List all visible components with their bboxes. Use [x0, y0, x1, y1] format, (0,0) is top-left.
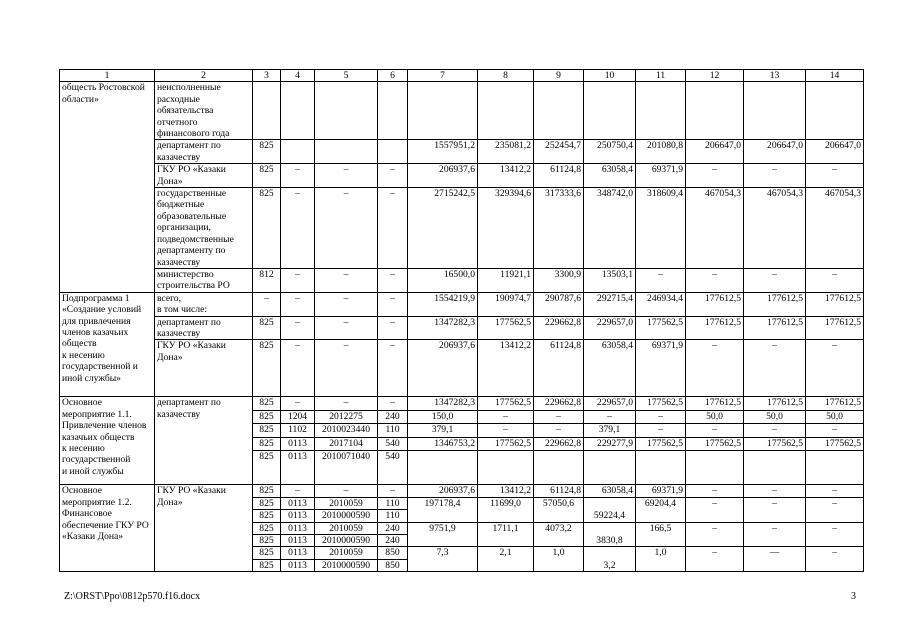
value-cell: 69371,9 — [636, 164, 686, 188]
value-cell: – — [806, 164, 864, 188]
value-cell: 50,0 — [686, 410, 744, 424]
code-cell: 0113 — [281, 437, 315, 451]
value-cell: 61124,8 — [534, 485, 584, 497]
value-cell: 1557951,2 — [408, 140, 478, 164]
code-cell: 0113 — [281, 547, 315, 559]
grbs-cell: 825 — [253, 534, 281, 546]
value-cell: – — [534, 424, 584, 438]
code-cell: 0113 — [281, 522, 315, 534]
grbs-cell: 825 — [253, 140, 281, 164]
code-cell: – — [315, 316, 378, 340]
value-cell: 379,1 — [584, 424, 636, 438]
code-cell: – — [378, 340, 408, 397]
code-cell: 2010000590 — [315, 510, 378, 522]
code-cell: 2010059 — [315, 522, 378, 534]
code-cell: – — [378, 268, 408, 292]
grbs-cell: 825 — [253, 497, 281, 509]
value-cell: 206647,0 — [806, 140, 864, 164]
value-cell: 190974,7 — [478, 292, 534, 316]
value-cell: 63058,4 — [584, 340, 636, 397]
col-header: 2 — [155, 70, 253, 82]
value-cell: 150,0 — [408, 410, 478, 424]
col-header: 13 — [744, 70, 806, 82]
value-cell: 177562,5 — [806, 437, 864, 451]
value-cell: 13503,1 — [584, 268, 636, 292]
table-row — [60, 188, 864, 269]
executor-cell: министерство строительства РО — [155, 268, 253, 292]
code-cell: 240 — [378, 410, 408, 424]
value-cell: 1711,1 — [478, 522, 534, 547]
col-header: 9 — [534, 70, 584, 82]
value-cell: 13412,2 — [478, 485, 534, 497]
code-cell: 2010000590 — [315, 559, 378, 571]
value-cell: – — [744, 164, 806, 188]
value-cell: 1,0 — [534, 547, 584, 572]
value-cell: 1554219,9 — [408, 292, 478, 316]
value-cell: 177612,5 — [744, 292, 806, 316]
code-cell: 850 — [378, 559, 408, 571]
value-cell: 59224,4 — [584, 497, 636, 522]
value-cell: 9751,9 — [408, 522, 478, 547]
code-cell: 2017104 — [315, 437, 378, 451]
grbs-cell: 825 — [253, 424, 281, 438]
value-cell: 13412,2 — [478, 164, 534, 188]
value-cell: 69371,9 — [636, 485, 686, 497]
value-cell: 252454,7 — [534, 140, 584, 164]
table-row — [60, 82, 864, 140]
col-header: 8 — [478, 70, 534, 82]
value-cell: 177562,5 — [636, 437, 686, 451]
code-cell: 540 — [378, 437, 408, 451]
code-cell: – — [281, 268, 315, 292]
code-cell: – — [315, 340, 378, 397]
value-cell: 7,3 — [408, 547, 478, 572]
table-row — [60, 140, 864, 164]
value-cell: – — [806, 497, 864, 522]
value-cell: 229662,8 — [534, 437, 584, 451]
value-cell: 69204,4 — [636, 497, 686, 522]
value-cell: – — [636, 410, 686, 424]
code-cell: – — [315, 268, 378, 292]
table-row — [60, 340, 864, 397]
col-header: 3 — [253, 70, 281, 82]
value-cell: – — [806, 268, 864, 292]
code-cell: 2010071040 — [315, 451, 378, 485]
value-cell: – — [686, 547, 744, 572]
code-cell: – — [378, 188, 408, 269]
value-cell: – — [478, 424, 534, 438]
grbs-cell: 825 — [253, 188, 281, 269]
value-cell: 50,0 — [744, 410, 806, 424]
code-cell: 540 — [378, 451, 408, 485]
executor-cell: ГКУ РО «Казаки Дона» — [155, 340, 253, 397]
grbs-cell: 825 — [253, 547, 281, 559]
value-cell: 229662,8 — [534, 397, 584, 411]
value-cell: – — [686, 497, 744, 522]
table-row — [60, 268, 864, 292]
value-cell: 11921,1 — [478, 268, 534, 292]
table-row — [60, 485, 864, 497]
code-cell: 2010000590 — [315, 534, 378, 546]
code-cell: 2010059 — [315, 547, 378, 559]
value-cell: 4073,2 — [534, 522, 584, 547]
value-cell: 2715242,5 — [408, 188, 478, 269]
program-name-cell: Подпрограмма 1 «Создание условий для привлечения членов казачьих обществ к несению государственной и иной службы» — [60, 292, 155, 397]
value-cell: 201080,8 — [636, 140, 686, 164]
code-cell: – — [281, 340, 315, 397]
value-cell: 61124,8 — [534, 340, 584, 397]
value-cell: 229657,0 — [584, 397, 636, 411]
grbs-cell: 825 — [253, 397, 281, 411]
col-header: 14 — [806, 70, 864, 82]
footer-file-path: Z:\ORST\Ppo\0812p570.f16.docx — [64, 591, 201, 602]
grbs-cell: 825 — [253, 437, 281, 451]
code-cell: 110 — [378, 510, 408, 522]
value-cell: – — [686, 164, 744, 188]
value-cell: 235081,2 — [478, 140, 534, 164]
code-cell: 0113 — [281, 510, 315, 522]
value-cell: 206647,0 — [686, 140, 744, 164]
value-cell: – — [686, 424, 744, 438]
code-cell: 0113 — [281, 559, 315, 571]
value-cell: 177562,5 — [478, 316, 534, 340]
value-cell: 50,0 — [806, 410, 864, 424]
value-cell: 177612,5 — [806, 292, 864, 316]
value-cell: 3300,9 — [534, 268, 584, 292]
executor-cell: ГКУ РО «Казаки Дона» — [155, 164, 253, 188]
code-cell: – — [281, 485, 315, 497]
value-cell: 57050,6 — [534, 497, 584, 522]
value-cell: – — [686, 522, 744, 547]
value-cell: 177612,5 — [686, 292, 744, 316]
col-header: 10 — [584, 70, 636, 82]
code-cell: 0113 — [281, 497, 315, 509]
value-cell: 206647,0 — [744, 140, 806, 164]
code-cell: 2010023440 — [315, 424, 378, 438]
grbs-cell: 825 — [253, 164, 281, 188]
code-cell: 240 — [378, 534, 408, 546]
value-cell: 11699,0 — [478, 497, 534, 522]
value-cell: 467054,3 — [686, 188, 744, 269]
value-cell: – — [534, 410, 584, 424]
grbs-cell: 825 — [253, 451, 281, 485]
value-cell: 177562,5 — [478, 397, 534, 411]
code-cell: – — [281, 164, 315, 188]
value-cell: 63058,4 — [584, 485, 636, 497]
grbs-cell: 825 — [253, 410, 281, 424]
value-cell: 379,1 — [408, 424, 478, 438]
code-cell: – — [315, 164, 378, 188]
value-cell: 197178,4 — [408, 497, 478, 522]
value-cell: 61124,8 — [534, 164, 584, 188]
value-cell: 177612,5 — [686, 397, 744, 411]
value-cell: – — [744, 268, 806, 292]
value-cell: 13412,2 — [478, 340, 534, 397]
value-cell: 2,1 — [478, 547, 534, 572]
value-cell: 1347282,3 — [408, 316, 478, 340]
value-cell: 348742,0 — [584, 188, 636, 269]
grbs-cell: – — [253, 292, 281, 316]
value-cell: – — [636, 424, 686, 438]
code-cell: 110 — [378, 424, 408, 438]
value-cell: – — [806, 547, 864, 572]
executor-cell: ГКУ РО «Казаки Дона» — [155, 485, 253, 572]
grbs-cell: 825 — [253, 559, 281, 571]
col-header: 4 — [281, 70, 315, 82]
budget-table — [59, 69, 864, 572]
value-cell: 177562,5 — [636, 316, 686, 340]
col-header: 1 — [60, 70, 155, 82]
col-header: 7 — [408, 70, 478, 82]
value-cell: 3,2 — [584, 547, 636, 572]
grbs-cell: 812 — [253, 268, 281, 292]
value-cell: 229277,9 — [584, 437, 636, 451]
code-cell: 110 — [378, 497, 408, 509]
value-cell: 1,0 — [636, 547, 686, 572]
value-cell: 177562,5 — [744, 437, 806, 451]
value-cell: 292715,4 — [584, 292, 636, 316]
value-cell: – — [686, 485, 744, 497]
activity-name-cell: Основное мероприятие 1.1. Привлечение членов казачьих обществ к несению государственной и иной службы — [60, 397, 155, 485]
code-cell: – — [281, 397, 315, 411]
value-cell: 206937,6 — [408, 340, 478, 397]
value-cell: – — [636, 268, 686, 292]
value-cell: 1346753,2 — [408, 437, 478, 451]
executor-cell: государственные бюджетные образовательные организации, подведомственные департаменту по казачеству — [155, 188, 253, 269]
value-cell: 16500,0 — [408, 268, 478, 292]
code-cell: – — [315, 485, 378, 497]
value-cell: — — [744, 547, 806, 572]
value-cell: – — [806, 485, 864, 497]
value-cell: 177612,5 — [806, 397, 864, 411]
code-cell: – — [281, 188, 315, 269]
value-cell: 250750,4 — [584, 140, 636, 164]
value-cell: – — [686, 340, 744, 397]
value-cell: 229657,0 — [584, 316, 636, 340]
code-cell: – — [315, 188, 378, 269]
value-cell: 177612,5 — [744, 316, 806, 340]
code-cell: – — [378, 164, 408, 188]
table-row — [60, 292, 864, 316]
code-cell: 0113 — [281, 534, 315, 546]
executor-cell: департамент по казачеству — [155, 140, 253, 164]
value-cell: 177612,5 — [744, 397, 806, 411]
code-cell: 2012275 — [315, 410, 378, 424]
value-cell: 69371,9 — [636, 340, 686, 397]
value-cell: 246934,4 — [636, 292, 686, 316]
value-cell: – — [478, 410, 534, 424]
value-cell: – — [686, 268, 744, 292]
value-cell: 318609,4 — [636, 188, 686, 269]
value-cell: – — [806, 522, 864, 547]
value-cell: – — [806, 340, 864, 397]
code-cell: – — [315, 397, 378, 411]
value-cell: 177612,5 — [686, 316, 744, 340]
executor-cell: всего, в том числе: — [155, 292, 253, 316]
col-header: 12 — [686, 70, 744, 82]
executor-cell: департамент по казачеству — [155, 316, 253, 340]
grbs-cell: 825 — [253, 510, 281, 522]
code-cell: 1102 — [281, 424, 315, 438]
grbs-cell: 825 — [253, 485, 281, 497]
value-cell: 63058,4 — [584, 164, 636, 188]
grbs-cell: 825 — [253, 522, 281, 534]
value-cell: – — [744, 485, 806, 497]
table-row — [60, 397, 864, 411]
code-cell: 0113 — [281, 451, 315, 485]
col-header: 6 — [378, 70, 408, 82]
grbs-cell: 825 — [253, 316, 281, 340]
code-cell: – — [315, 292, 378, 316]
executor-cell: неисполненные расходные обязательства отчетного финансового года — [155, 82, 253, 140]
table-row — [60, 316, 864, 340]
col-header: 11 — [636, 70, 686, 82]
value-cell: 467054,3 — [744, 188, 806, 269]
column-number-row — [60, 70, 864, 82]
value-cell: – — [744, 497, 806, 522]
code-cell: – — [281, 316, 315, 340]
value-cell: 177562,5 — [686, 437, 744, 451]
code-cell: – — [378, 292, 408, 316]
col-header: 5 — [315, 70, 378, 82]
value-cell: 166,5 — [636, 522, 686, 547]
code-cell: – — [378, 397, 408, 411]
value-cell: 329394,6 — [478, 188, 534, 269]
value-cell: – — [806, 424, 864, 438]
value-cell: – — [584, 410, 636, 424]
value-cell: 177612,5 — [806, 316, 864, 340]
value-cell: – — [744, 340, 806, 397]
page-number: 3 — [851, 591, 856, 602]
code-cell: 850 — [378, 547, 408, 559]
value-cell: 177562,5 — [636, 397, 686, 411]
value-cell: 206937,6 — [408, 164, 478, 188]
table-row — [60, 164, 864, 188]
code-cell: – — [378, 316, 408, 340]
value-cell: 467054,3 — [806, 188, 864, 269]
value-cell: – — [744, 522, 806, 547]
value-cell: 229662,8 — [534, 316, 584, 340]
value-cell: 1347282,3 — [408, 397, 478, 411]
code-cell: – — [281, 292, 315, 316]
value-cell: 317333,6 — [534, 188, 584, 269]
value-cell: 3830,8 — [584, 522, 636, 547]
code-cell: 2010059 — [315, 497, 378, 509]
code-cell: 1204 — [281, 410, 315, 424]
code-cell: – — [378, 485, 408, 497]
code-cell: 240 — [378, 522, 408, 534]
grbs-cell: 825 — [253, 340, 281, 397]
program-name-cell: общесть Ростовской области» — [60, 82, 155, 292]
value-cell: 177562,5 — [478, 437, 534, 451]
value-cell: 290787,6 — [534, 292, 584, 316]
executor-cell: департамент по казачеству — [155, 397, 253, 485]
value-cell: – — [744, 424, 806, 438]
activity-name-cell: Основное мероприятие 1.2. Финансовое обеспечение ГКУ РО «Казаки Дона» — [60, 485, 155, 572]
value-cell: 206937,6 — [408, 485, 478, 497]
